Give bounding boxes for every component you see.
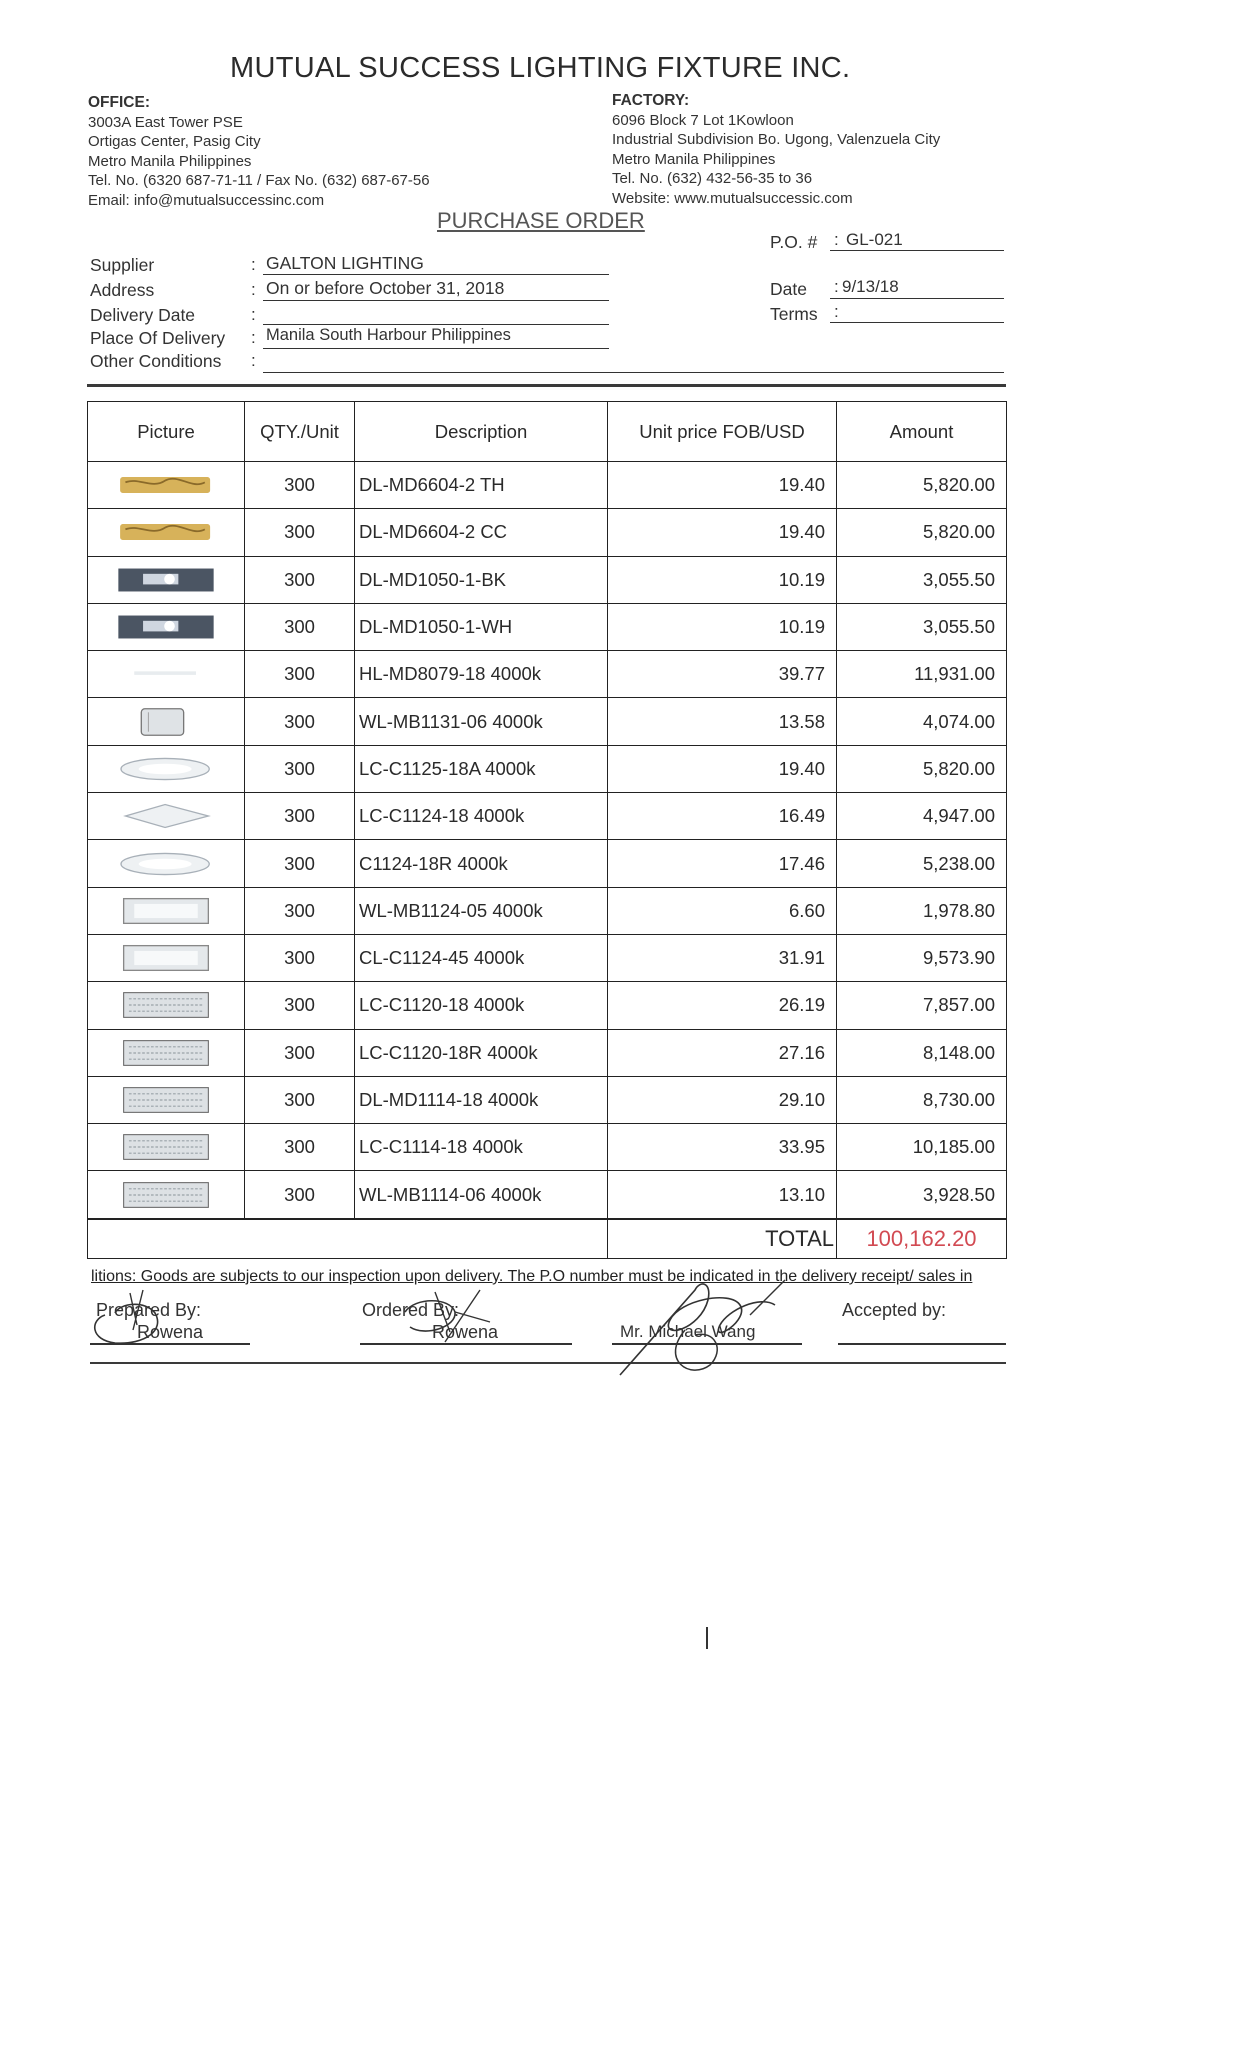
- description-cell: DL-MD1050-1-WH: [355, 603, 608, 650]
- description-cell: DL-MD1114-18 4000k: [355, 1076, 608, 1123]
- place-of-delivery-value: Manila South Harbour Philippines: [266, 326, 511, 344]
- description-cell: LC-C1114-18 4000k: [355, 1124, 608, 1171]
- table-row: [88, 556, 1007, 603]
- table-header-row: [88, 402, 1007, 462]
- other-conditions-label: Other Conditions: [90, 351, 222, 371]
- qty-cell: 300: [245, 982, 355, 1029]
- gold-fixture-thumbnail: [88, 517, 244, 547]
- amount-cell: 3,055.50: [837, 556, 1007, 603]
- office-address-block: [88, 93, 430, 210]
- factory-address-block: [612, 91, 940, 208]
- factory-line: Tel. No. (632) 432-56-35 to 36: [612, 170, 813, 187]
- office-line: Ortigas Center, Pasig City: [88, 133, 261, 150]
- scan-mark: [706, 1627, 708, 1649]
- colon: :: [251, 351, 256, 370]
- amount-cell: 10,185.00: [837, 1124, 1007, 1171]
- qty-cell: 300: [245, 1076, 355, 1123]
- total-row: [88, 1219, 1007, 1259]
- panel-fixture-thumbnail: [88, 943, 244, 973]
- round-fixture-thumbnail: [88, 754, 244, 784]
- square-fixture-thumbnail: [88, 801, 244, 831]
- colon: :: [251, 305, 256, 324]
- round-fixture-thumbnail: [88, 849, 244, 879]
- column-header-picture: Picture: [88, 402, 245, 462]
- unit-price-cell: 19.40: [608, 509, 837, 556]
- terms-underline: [830, 322, 1004, 323]
- po-number-label: P.O. #: [770, 232, 818, 252]
- unit-price-cell: 33.95: [608, 1124, 837, 1171]
- address-label: Address: [90, 280, 155, 300]
- unit-price-cell: 10.19: [608, 603, 837, 650]
- place-underline: [263, 348, 609, 349]
- approver-name: Mr. Michael Wang: [620, 1322, 756, 1341]
- table-row: [88, 698, 1007, 745]
- table-row: [88, 840, 1007, 887]
- unit-price-cell: 19.40: [608, 462, 837, 509]
- picture-cell: [88, 1076, 245, 1123]
- crystal-fixture-thumbnail: [88, 1180, 244, 1210]
- description-cell: LC-C1125-18A 4000k: [355, 745, 608, 792]
- office-line: 3003A East Tower PSE: [88, 113, 243, 131]
- amount-cell: 8,730.00: [837, 1076, 1007, 1123]
- description-cell: LC-C1120-18R 4000k: [355, 1029, 608, 1076]
- unit-price-cell: 26.19: [608, 982, 837, 1029]
- qty-cell: 300: [245, 462, 355, 509]
- column-header-amount: Amount: [837, 402, 1007, 462]
- picture-cell: [88, 887, 245, 934]
- picture-cell: [88, 1029, 245, 1076]
- date-underline: [830, 298, 1004, 299]
- unit-price-cell: 29.10: [608, 1076, 837, 1123]
- approver-signature: [600, 1270, 815, 1390]
- picture-cell: [88, 840, 245, 887]
- picture-cell: [88, 651, 245, 698]
- factory-line: Industrial Subdivision Bo. Ugong, Valenzuela City: [612, 131, 941, 148]
- company-name: MUTUAL SUCCESS LIGHTING FIXTURE INC.: [230, 52, 851, 84]
- unit-price-cell: 31.91: [608, 934, 837, 981]
- other-conditions-underline: [263, 372, 1004, 373]
- colon: :: [251, 328, 256, 347]
- po-number-value: GL-021: [846, 230, 903, 249]
- document-title: PURCHASE ORDER: [437, 208, 645, 233]
- office-line: Metro Manila Philippines: [88, 152, 252, 170]
- factory-line: Website: www.mutualsuccessic.com: [612, 189, 853, 207]
- qty-cell: 300: [245, 556, 355, 603]
- qty-cell: 300: [245, 1171, 355, 1219]
- table-row: [88, 1171, 1007, 1219]
- amount-cell: 11,931.00: [837, 651, 1007, 698]
- picture-cell: [88, 1171, 245, 1219]
- po-underline: [830, 250, 1004, 251]
- dark-fixture-thumbnail: [88, 612, 244, 642]
- delivery-date-underline: [263, 324, 609, 325]
- amount-cell: 1,978.80: [837, 887, 1007, 934]
- description-cell: LC-C1124-18 4000k: [355, 793, 608, 840]
- faint-fixture-thumbnail: [88, 659, 244, 689]
- crystal-fixture-thumbnail: [88, 1132, 244, 1162]
- column-header-description: Description: [355, 402, 608, 462]
- description-cell: DL-MD6604-2 TH: [355, 462, 608, 509]
- column-header-unit-price: Unit price FOB/USD: [608, 402, 837, 462]
- qty-cell: 300: [245, 651, 355, 698]
- panel-fixture-thumbnail: [88, 896, 244, 926]
- description-cell: HL-MD8079-18 4000k: [355, 651, 608, 698]
- qty-cell: 300: [245, 1124, 355, 1171]
- amount-cell: 4,074.00: [837, 698, 1007, 745]
- qty-cell: 300: [245, 509, 355, 556]
- total-label: TOTAL: [608, 1219, 837, 1259]
- qty-cell: 300: [245, 1029, 355, 1076]
- colon: :: [834, 277, 839, 296]
- prepared-by-name: Rowena: [137, 1322, 204, 1342]
- amount-cell: 5,238.00: [837, 840, 1007, 887]
- office-line: Tel. No. (6320 687-71-11 / Fax No. (632) 687-67-56: [88, 172, 430, 189]
- date-value: 9/13/18: [842, 277, 899, 296]
- table-row: [88, 509, 1007, 556]
- qty-cell: 300: [245, 887, 355, 934]
- qty-cell: 300: [245, 745, 355, 792]
- colon: :: [251, 255, 256, 274]
- prepared-by-label: Prepared By:: [96, 1300, 202, 1320]
- picture-cell: [88, 982, 245, 1029]
- amount-cell: 5,820.00: [837, 745, 1007, 792]
- supplier-underline: [263, 274, 609, 275]
- table-row: [88, 1076, 1007, 1123]
- office-line: Email: info@mutualsuccessinc.com: [88, 191, 325, 209]
- factory-line: 6096 Block 7 Lot 1Kowloon: [612, 111, 794, 129]
- amount-cell: 3,928.50: [837, 1171, 1007, 1219]
- table-row: [88, 1124, 1007, 1171]
- accepted-by-label: Accepted by:: [842, 1300, 947, 1320]
- gold-fixture-thumbnail: [88, 470, 244, 500]
- table-row: [88, 651, 1007, 698]
- picture-cell: [88, 793, 245, 840]
- office-heading: OFFICE:: [88, 94, 150, 111]
- crystal-fixture-thumbnail: [88, 1038, 244, 1068]
- table-row: [88, 603, 1007, 650]
- table-row: [88, 793, 1007, 840]
- table-row: [88, 982, 1007, 1029]
- conditions-text: litions: Goods are subjects to our inspection upon delivery. The P.O number must be indicated in the delivery receipt/ sales in: [91, 1268, 973, 1285]
- qty-cell: 300: [245, 603, 355, 650]
- column-header-qty: QTY./Unit: [245, 402, 355, 462]
- unit-price-cell: 19.40: [608, 745, 837, 792]
- ordered-by-name: Rowena: [432, 1322, 499, 1342]
- cylinder-fixture-thumbnail: [88, 707, 244, 737]
- unit-price-cell: 6.60: [608, 887, 837, 934]
- table-row: [88, 462, 1007, 509]
- unit-price-cell: 13.58: [608, 698, 837, 745]
- unit-price-cell: 16.49: [608, 793, 837, 840]
- total-value: 100,162.20: [837, 1219, 1007, 1259]
- picture-cell: [88, 556, 245, 603]
- unit-price-cell: 17.46: [608, 840, 837, 887]
- amount-cell: 5,820.00: [837, 509, 1007, 556]
- ordered-by-label: Ordered By:: [362, 1300, 460, 1320]
- description-cell: WL-MB1131-06 4000k: [355, 698, 608, 745]
- description-cell: WL-MB1114-06 4000k: [355, 1171, 608, 1219]
- total-spacer: [88, 1219, 608, 1259]
- picture-cell: [88, 509, 245, 556]
- colon: :: [251, 280, 256, 299]
- delivery-date-label: Delivery Date: [90, 305, 196, 325]
- description-cell: CL-C1124-45 4000k: [355, 934, 608, 981]
- table-row: [88, 1029, 1007, 1076]
- picture-cell: [88, 1124, 245, 1171]
- picture-cell: [88, 462, 245, 509]
- prepared-signature: [85, 1285, 215, 1360]
- terms-label: Terms: [770, 304, 818, 324]
- picture-cell: [88, 603, 245, 650]
- place-of-delivery-label: Place Of Delivery: [90, 328, 226, 348]
- amount-cell: 5,820.00: [837, 462, 1007, 509]
- factory-line: Metro Manila Philippines: [612, 150, 776, 168]
- table-row: [88, 934, 1007, 981]
- supplier-label: Supplier: [90, 255, 155, 275]
- qty-cell: 300: [245, 840, 355, 887]
- amount-cell: 7,857.00: [837, 982, 1007, 1029]
- footer-divider: [90, 1362, 1006, 1364]
- description-cell: WL-MB1124-05 4000k: [355, 887, 608, 934]
- address-underline: [263, 300, 609, 301]
- items-table: [87, 401, 1007, 1259]
- date-label: Date: [770, 279, 807, 299]
- crystal-fixture-thumbnail: [88, 990, 244, 1020]
- unit-price-cell: 13.10: [608, 1171, 837, 1219]
- header-divider: [87, 384, 1006, 387]
- description-cell: DL-MD6604-2 CC: [355, 509, 608, 556]
- picture-cell: [88, 934, 245, 981]
- qty-cell: 300: [245, 793, 355, 840]
- unit-price-cell: 10.19: [608, 556, 837, 603]
- table-row: [88, 745, 1007, 792]
- table-row: [88, 887, 1007, 934]
- description-cell: DL-MD1050-1-BK: [355, 556, 608, 603]
- address-value: On or before October 31, 2018: [266, 278, 505, 298]
- unit-price-cell: 39.77: [608, 651, 837, 698]
- amount-cell: 4,947.00: [837, 793, 1007, 840]
- crystal-fixture-thumbnail: [88, 1085, 244, 1115]
- qty-cell: 300: [245, 934, 355, 981]
- picture-cell: [88, 698, 245, 745]
- unit-price-cell: 27.16: [608, 1029, 837, 1076]
- dark-fixture-thumbnail: [88, 565, 244, 595]
- amount-cell: 9,573.90: [837, 934, 1007, 981]
- factory-heading: FACTORY:: [612, 92, 690, 109]
- colon: :: [834, 230, 839, 249]
- description-cell: C1124-18R 4000k: [355, 840, 608, 887]
- colon: :: [834, 302, 839, 321]
- qty-cell: 300: [245, 698, 355, 745]
- description-cell: LC-C1120-18 4000k: [355, 982, 608, 1029]
- accepted-by-line: [838, 1343, 1006, 1345]
- amount-cell: 8,148.00: [837, 1029, 1007, 1076]
- picture-cell: [88, 745, 245, 792]
- amount-cell: 3,055.50: [837, 603, 1007, 650]
- ordered-signature: [395, 1282, 515, 1352]
- supplier-value: GALTON LIGHTING: [266, 253, 424, 273]
